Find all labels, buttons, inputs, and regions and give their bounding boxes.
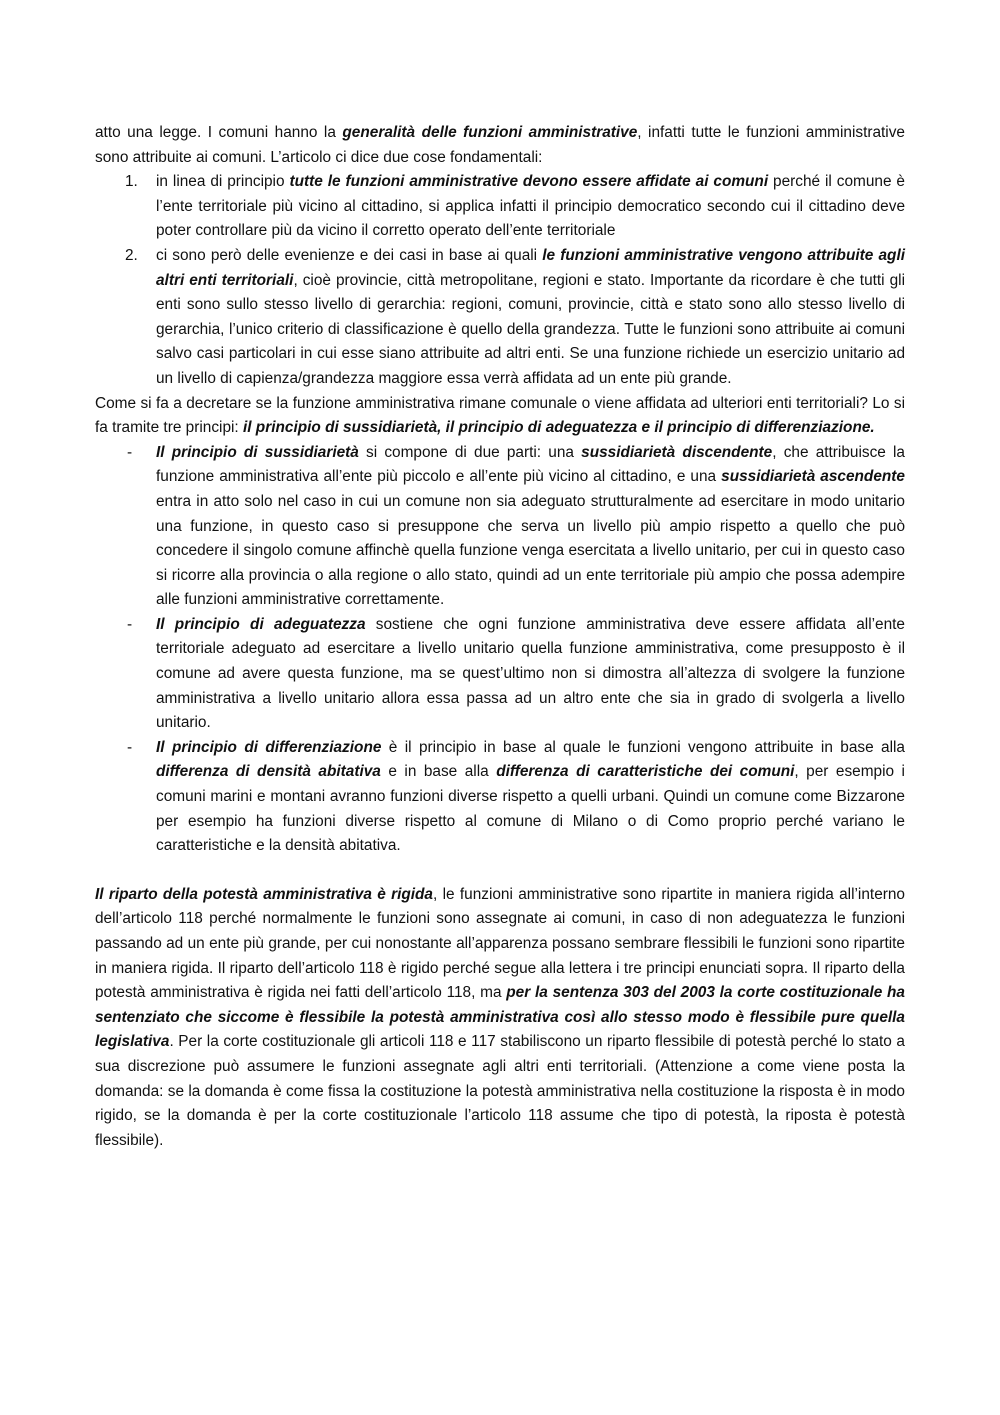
list-item-text: Il principio di sussidiarietà si compone di due parti: una sussidiarietà discendente, che attribuisce la funzione amministrativa all’ente più piccolo e all’ente più vicino al cittadino, e una sussidiarietà ascendente entra in atto solo nel caso in cui un comune non sia adeguato strutturalmente ad esercitare in modo unitario una funzione, in questo caso si presuppone che serva un livello più ampio rispetto a quello che può concedere il singolo comune affinchè quella funzione venga esercitata a livello unitario, per cui in questo caso si ricorre alla provincia o alla regione o allo stato, quindi ad un ente territoriale più ampio che possa adempire alle funzioni amministrative correttamente. [156,443,905,609]
bullet-item-adeguatezza [95,613,905,736]
principles-paragraph: Come si fa a decretare se la funzione amministrativa rimane comunale o viene affidata ad ulteriori enti territoriali? Lo si fa tramite tre principi: il principio di sussidiarietà, il principio di adeguatezza e il principio di differenziazione. [95,394,905,437]
numbered-list [95,170,905,391]
numbered-item-1 [95,170,905,244]
riparto-paragraph: Il riparto della potestà amministrativa è rigida, le funzioni amministrative sono ripartite in maniera rigida all’interno dell’articolo 118 perché normalmente le funzioni sono assegnate ai comuni, in caso di non adeguatezza le funzioni passando ad un ente più grande, per cui nonostante all’apparenza possano sembrare flessibili le funzioni sono ripartite in maniera rigida. Il riparto dell’articolo 118 è rigido perché segue alla lettera i tre principi enunciati sopra. Il riparto della potestà amministrativa è rigida nei fatti dell’articolo 118, ma per la sentenza 303 del 2003 la corte costituzionale ha sentenziato che siccome è flessibile la potestà amministrativa così allo stesso modo è flessibile pure quella legislativa. Per la corte costituzionale gli articoli 118 e 117 stabiliscono un riparto flessibile di potestà perché lo stato a sua discrezione può assumere le funzioni assegnate agli altri enti territoriali. (Attenzione a come viene posta la domanda: se la domanda è come fissa la costituzione la potestà amministrativa nella costituzione la risposta è in modo rigido, se la domanda è per la corte costituzionale l’articolo 118 assume che tipo di potestà, la riposta è potestà flessibile). [95,885,905,1149]
list-dash: - [127,615,133,633]
list-item-text: in linea di principio tutte le funzioni amministrative devono essere affidate ai comuni perché il comune è l’ente territoriale più vicino al cittadino, si applica infatti il principio democratico secondo cui il cittadino deve poter controllare più da vicino il corretto operato dell’ente territoriale [156,173,905,240]
document-page [95,121,905,1153]
text-run: atto una legge. I comuni hanno la [95,124,343,141]
list-number: 1. [125,173,138,191]
bold-italic-run: generalità delle funzioni amministrative [342,124,638,141]
list-item-text: Il principio di adeguatezza sostiene che ogni funzione amministrativa deve essere affidata all’ente territoriale adeguato ad esercitare a livello unitario quella funzione amministrativa, come presupposto è il comune ad avere questa funzione, ma se quest’ultimo non si dimostra all’altezza di svolgere la funzione amministrativa a livello unitario allora essa passa ad un altro ente che sia in grado di svolgerla a livello unitario. [156,615,905,732]
list-number: 2. [125,246,138,264]
intro-paragraph [95,121,905,170]
text-run: , infatti tutte le funzioni amministrative sono attribuite ai comuni. L’articolo ci dice due cose fondamentali: [95,124,905,166]
numbered-item-2 [95,244,905,392]
bullet-item-differenziazione [95,736,905,859]
paragraph-spacer [95,859,905,883]
list-item-text: Il principio di differenziazione è il principio in base al quale le funzioni vengono attribuite in base alla differenza di densità abitativa e in base alla differenza di caratteristiche dei comuni, per esempio i comuni marini e montani avranno funzioni diverse rispetto a quelli urbani. Quindi un comune come Bizzarone per esempio ha funzioni diverse rispetto al comune di Milano o di Como proprio perché variano le caratteristiche e la densità abitativa. [156,738,905,855]
bullet-item-sussidiarieta [95,441,905,613]
list-dash: - [127,443,133,461]
list-item-text: ci sono però delle evenienze e dei casi in base ai quali le funzioni amministrative vengono attribuite agli altri enti territoriali, cioè provincie, città metropolitane, regioni e stato. Importante da ricordare è che tutti gli enti sono sullo stesso livello di gerarchia: regioni, comuni, provincie, città e stato sono allo stesso livello di gerarchia, l’unico criterio di classificazione è quello della grandezza. Tutte le funzioni sono attribuite ai comuni salvo casi particolari in cui esse siano attribuite ad altri enti. Se una funzione richiede un esercizio unitario ad un livello di capienza/grandezza maggiore essa verrà affidata ad un ente più grande. [156,246,905,387]
bullet-list [95,441,905,859]
list-dash: - [127,738,133,756]
